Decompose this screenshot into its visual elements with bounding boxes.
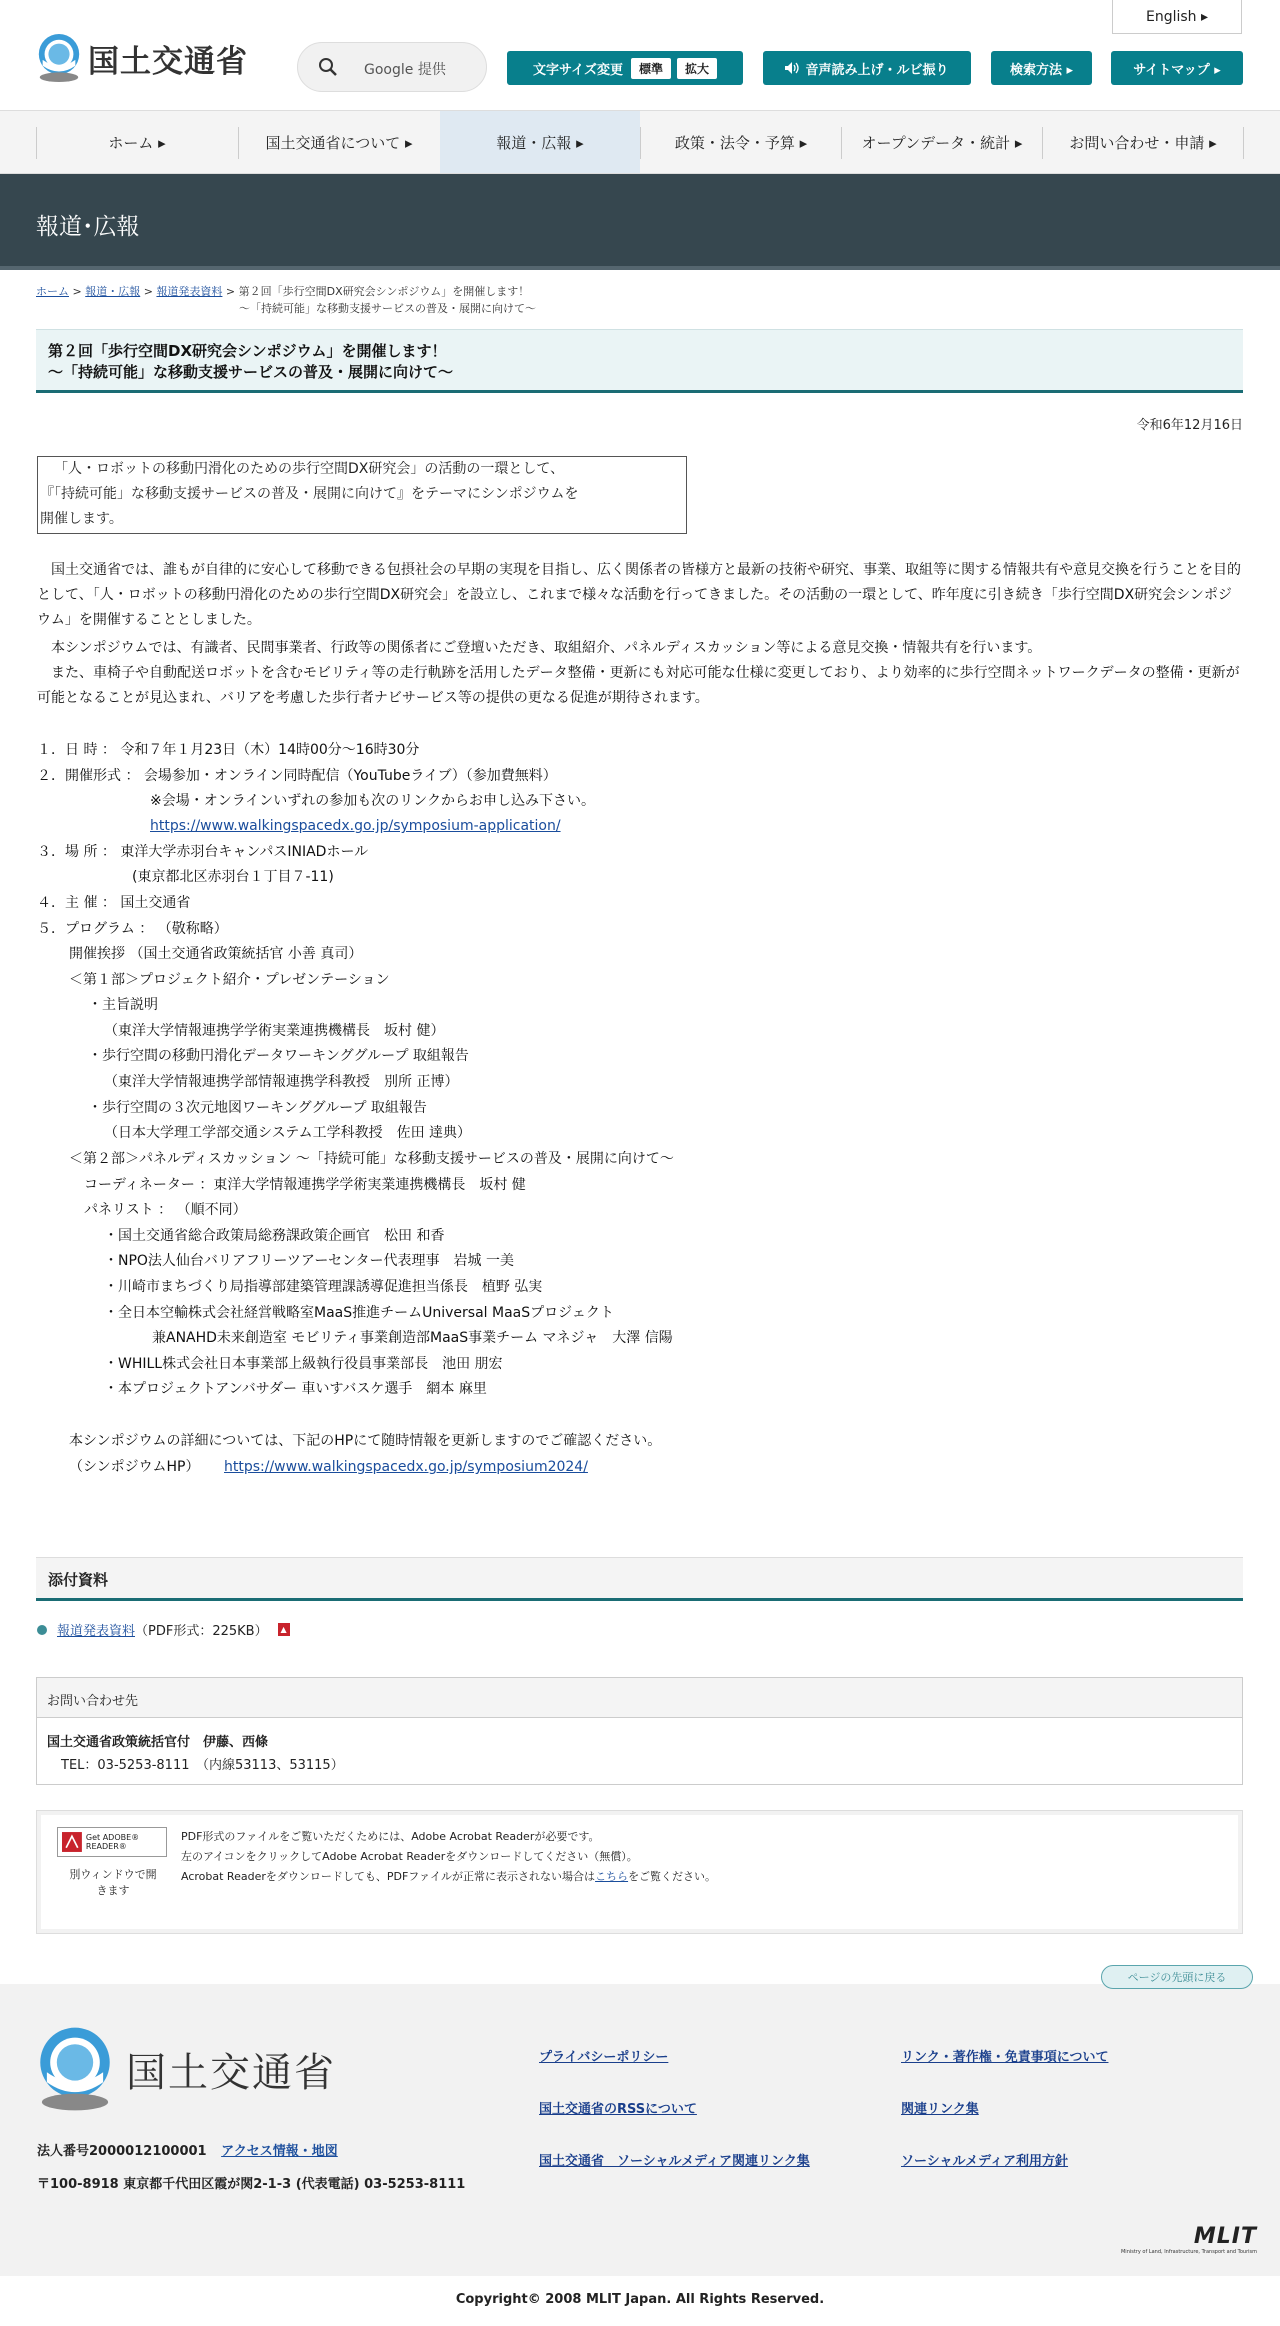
panelist-item: ・国土交通省総合政策局総務課政策企画官 松田 和香: [104, 1228, 445, 1244]
footer-logo-text: 国土交通省: [126, 2049, 336, 2096]
detail-program: ５．プログラム ： （敬称略）: [37, 921, 228, 937]
acrobat-help-link[interactable]: こちら: [595, 1870, 629, 1883]
program-part1: ＜第１部＞プロジェクト紹介・プレゼンテーション: [69, 972, 390, 988]
acrobat-text-1: PDF形式のファイルをご覧いただくためには、Adobe Acrobat Readerが必要です。: [181, 1830, 600, 1843]
back-to-top-label: ページの先頭に戻る: [1127, 1971, 1227, 1984]
footer-corp-info: [37, 2140, 338, 2159]
breadcrumb-press[interactable]: 報道・広報: [85, 285, 141, 298]
voice-ruby-label: 音声読み上げ・ルビ振り: [805, 62, 949, 78]
site-footer: [0, 1971, 1280, 2276]
breadcrumb-home[interactable]: ホーム: [36, 285, 69, 298]
acrobat-box: [36, 1810, 1243, 1934]
breadcrumb-releases[interactable]: 報道発表資料: [156, 285, 223, 298]
nav-home[interactable]: ホーム ▸: [108, 133, 166, 152]
detail-note: 本シンポジウムの詳細については、下記のHPにて随時情報を更新しますのでご確認ください。: [69, 1433, 662, 1449]
program-part2: ＜第２部＞パネルディスカッション ～「持続可能」な移動支援サービスの普及・展開に向けて～: [69, 1151, 674, 1167]
breadcrumb: ホーム > 報道・広報 > 報道発表資料 > 第２回「歩行空間DX研究会シンポジウム」を開催します！ ～「持続可能」な移動支援サービスの普及・展開に向けて～: [36, 285, 536, 315]
sitemap-button[interactable]: サイトマップ ▸: [1111, 51, 1243, 85]
font-size-label: 文字サイズ変更: [533, 62, 623, 78]
detail-place-address: (東京都北区赤羽台１丁目７-11): [132, 869, 334, 885]
detail-date: １．日 時 ： 令和７年１月23日（木）14時00分～16時30分: [37, 742, 420, 758]
breadcrumb-current: 第２回「歩行空間DX研究会シンポジウム」を開催します！: [238, 285, 530, 298]
back-to-top-button[interactable]: [1101, 1965, 1253, 1989]
search-box[interactable]: [297, 42, 487, 92]
application-link[interactable]: https://www.walkingspacedx.go.jp/symposium-application/: [150, 818, 561, 834]
symposium-hp-label: （シンポジウムHP）: [69, 1459, 200, 1475]
corp-number: 法人番号2000012100001: [37, 2144, 207, 2159]
contact-tel: TEL：03-5253-8111 （内線53113、53115）: [61, 1758, 344, 1773]
mlit-wordmark-text: MLIT: [1193, 2224, 1257, 2249]
adobe-reader-icon: [62, 1830, 82, 1854]
breadcrumb-current-sub: ～「持続可能」な移動支援サービスの普及・展開に向けて～: [239, 302, 536, 315]
program-speaker: （東洋大学情報連携学学術実業連携機構長 坂村 健）: [104, 1023, 445, 1039]
adobe-reader-badge-text: Get ADOBE® READER®: [85, 1833, 140, 1851]
panelist-item: ・全日本空輸株式会社経営戦略室MaaS推進チームUniversal MaaSプロジェクト: [104, 1305, 614, 1321]
site-logo[interactable]: [36, 33, 248, 83]
program-coordinator: コーディネーター ：東洋大学情報連携学学術実業連携機構長 坂村 健: [84, 1177, 526, 1193]
new-window-note: 別ウィンドウで開きます: [69, 1868, 157, 1897]
program-item: ・歩行空間の３次元地図ワーキンググループ 取組報告: [88, 1100, 427, 1116]
program-panelists-label: パネリスト ： （順不同）: [84, 1202, 247, 1218]
pdf-icon: ▲: [278, 1623, 290, 1636]
detail-format-note: ※会場・オンラインいずれの参加も次のリンクからお申し込み下さい。: [150, 793, 596, 809]
symposium-hp-link[interactable]: https://www.walkingspacedx.go.jp/symposium2024/: [224, 1459, 588, 1475]
detail-place: ３．場 所 ： 東洋大学赤羽台キャンパスINIADホール: [37, 844, 369, 860]
nav-opendata[interactable]: オープンデータ・統計 ▸: [861, 133, 1023, 152]
detail-host: ４．主 催 ： 国土交通省: [37, 895, 191, 911]
voice-ruby-button[interactable]: [763, 51, 971, 85]
speaker-icon: [785, 62, 799, 74]
get-adobe-reader-button[interactable]: [57, 1827, 167, 1857]
nav-press[interactable]: 報道・広報 ▸: [440, 111, 640, 173]
lead-line1: 「人・ロボットの移動円滑化のための歩行空間DX研究会」の活動の一環として、: [54, 461, 565, 477]
body-paragraph-1: 国土交通省では、誰もが自律的に安心して移動できる包摂社会の早期の実現を目指し、広く関係者の皆様方と最新の技術や研究、事業、取組等に関する情報共有や意見交換を行うことを目的として、「人・ロボットの移動円滑化のための歩行空間DX研究会」を設立し、これまで様々な活動を行ってきました。その活動の一環として、昨年度に引き続き「歩行空間DX研究会シンポジウム」を開催することとしました。: [37, 562, 1241, 628]
attachment-link[interactable]: 報道発表資料: [57, 1624, 136, 1639]
section-title: 報道･広報: [36, 214, 140, 240]
article-title: [36, 329, 1243, 393]
site-logo-text: 国土交通省: [88, 43, 248, 80]
panelist-item-cont: 兼ANAHD未来創造室 モビリティ事業創造部MaaS事業チーム マネジャ 大澤 信陽: [152, 1330, 673, 1346]
mlit-logo-icon: [36, 33, 82, 83]
contact-name: 国土交通省政策統括官付 伊藤、西條: [47, 1735, 269, 1750]
footer-address: 〒100-8918 東京都千代田区霞が関2-1-3 (代表電話) 03-5253-8111: [37, 2177, 466, 2192]
nav-about[interactable]: 国土交通省について ▸: [265, 133, 413, 152]
lead-line3: 開催します。: [40, 511, 123, 527]
search-method-button[interactable]: 検索方法 ▸: [991, 51, 1092, 85]
attachment-meta: （PDF形式：225KB）: [135, 1624, 268, 1639]
program-item: ・歩行空間の移動円滑化データワーキンググループ 取組報告: [88, 1048, 469, 1064]
acrobat-text-3: Acrobat Readerをダウンロードしても、PDFファイルが正常に表示されない場合は: [181, 1870, 596, 1883]
acrobat-text: [181, 1827, 716, 1887]
section-band: [0, 174, 1280, 270]
lead-line2: 『「持続可能」な移動支援サービスの普及・展開に向けて』をテーマにシンポジウムを: [40, 486, 579, 502]
search-placeholder: Google 提供: [364, 62, 446, 78]
program-item: ・主旨説明: [88, 997, 158, 1013]
attachments-heading: 添付資料: [36, 1557, 1243, 1601]
program-speaker: （東洋大学情報連携学部情報連携学科教授 別所 正博）: [104, 1074, 459, 1090]
footer-link-related[interactable]: 関連リンク集: [901, 2102, 979, 2117]
bullet-icon: [37, 1625, 47, 1635]
footer-link-social-policy[interactable]: ソーシャルメディア利用方針: [901, 2154, 1069, 2169]
contact-box: [36, 1677, 1243, 1785]
panelist-item: ・川崎市まちづくり局指導部建築管理課誘導促進担当係長 植野 弘実: [104, 1279, 543, 1295]
panelist-item: ・本プロジェクトアンバサダー 車いすバスケ選手 網本 麻里: [104, 1381, 487, 1397]
mlit-wordmark: [1101, 2224, 1257, 2255]
panelist-item: ・WHILL株式会社日本事業部上級執行役員事業部長 池田 朋宏: [104, 1356, 503, 1372]
footer-link-social[interactable]: 国土交通省 ソーシャルメディア関連リンク集: [539, 2154, 810, 2169]
body-paragraph-2: 本シンポジウムでは、有識者、民間事業者、行政等の関係者にご登壇いただき、取組紹介、パネルディスカッション等による意見交換・情報共有を行います。: [51, 640, 1042, 656]
lead-box: [37, 456, 687, 534]
program-opening: 開催挨拶 （国土交通省政策統括官 小善 真司）: [69, 946, 363, 962]
nav-policy[interactable]: 政策・法令・予算 ▸: [674, 133, 808, 152]
acrobat-text-2: 左のアイコンをクリックしてAdobe Acrobat Readerをダウンロードしてください（無償）。: [181, 1850, 638, 1863]
mlit-wordmark-sub: Ministry of Land, Infrastructure, Transport and Tourism: [1120, 2249, 1257, 2255]
footer-link-privacy[interactable]: プライバシーポリシー: [539, 2050, 669, 2065]
access-link[interactable]: アクセス情報・地図: [221, 2144, 338, 2159]
mlit-logo-icon: [36, 2026, 114, 2112]
publish-date: 令和6年12月16日: [1136, 418, 1243, 433]
global-nav: [0, 110, 1280, 174]
program-speaker: （日本大学理工学部交通システム工学科教授 佐田 達典）: [104, 1125, 472, 1141]
acrobat-text-3b: をご覧ください。: [628, 1870, 717, 1883]
panelist-item: ・NPO法人仙台バリアフリーツアーセンター代表理事 岩城 一美: [104, 1253, 515, 1269]
search-icon[interactable]: [318, 57, 338, 77]
attachment-item: [37, 1620, 290, 1639]
article-title-line2: ～「持続可能」な移動支援サービスの普及・展開に向けて～: [48, 363, 454, 381]
article-title-line1: 第２回「歩行空間DX研究会シンポジウム」を開催します！: [48, 342, 447, 360]
english-button[interactable]: English ▸: [1112, 0, 1242, 34]
contact-heading: お問い合わせ先: [37, 1678, 1242, 1718]
footer-logo[interactable]: [36, 2026, 336, 2112]
body-paragraph-3: また、車椅子や自動配送ロボットを含むモビリティ等の走行軌跡を活用したデータ整備・更新にも対応可能な仕様に変更しており、より効率的に歩行空間ネットワークデータの整備・更新が可能となることが見込まれ、バリアを考慮した歩行者ナビサービス等の提供の更なる促進が期待されます。: [37, 665, 1240, 706]
font-size-control: [507, 51, 743, 85]
footer-link-copyright[interactable]: リンク・著作権・免責事項について: [901, 2050, 1109, 2065]
site-header: [0, 0, 1280, 110]
copyright: Copyright© 2008 MLIT Japan. All Rights Reserved.: [0, 2276, 1280, 2326]
font-size-standard-button[interactable]: 標準: [631, 58, 671, 79]
footer-link-rss[interactable]: 国土交通省のRSSについて: [539, 2102, 697, 2117]
detail-format: ２．開催形式 ： 会場参加・オンライン同時配信（YouTubeライブ）（参加費無料）: [37, 768, 557, 784]
font-size-large-button[interactable]: 拡大: [677, 58, 717, 79]
nav-contact[interactable]: お問い合わせ・申請 ▸: [1069, 133, 1217, 152]
